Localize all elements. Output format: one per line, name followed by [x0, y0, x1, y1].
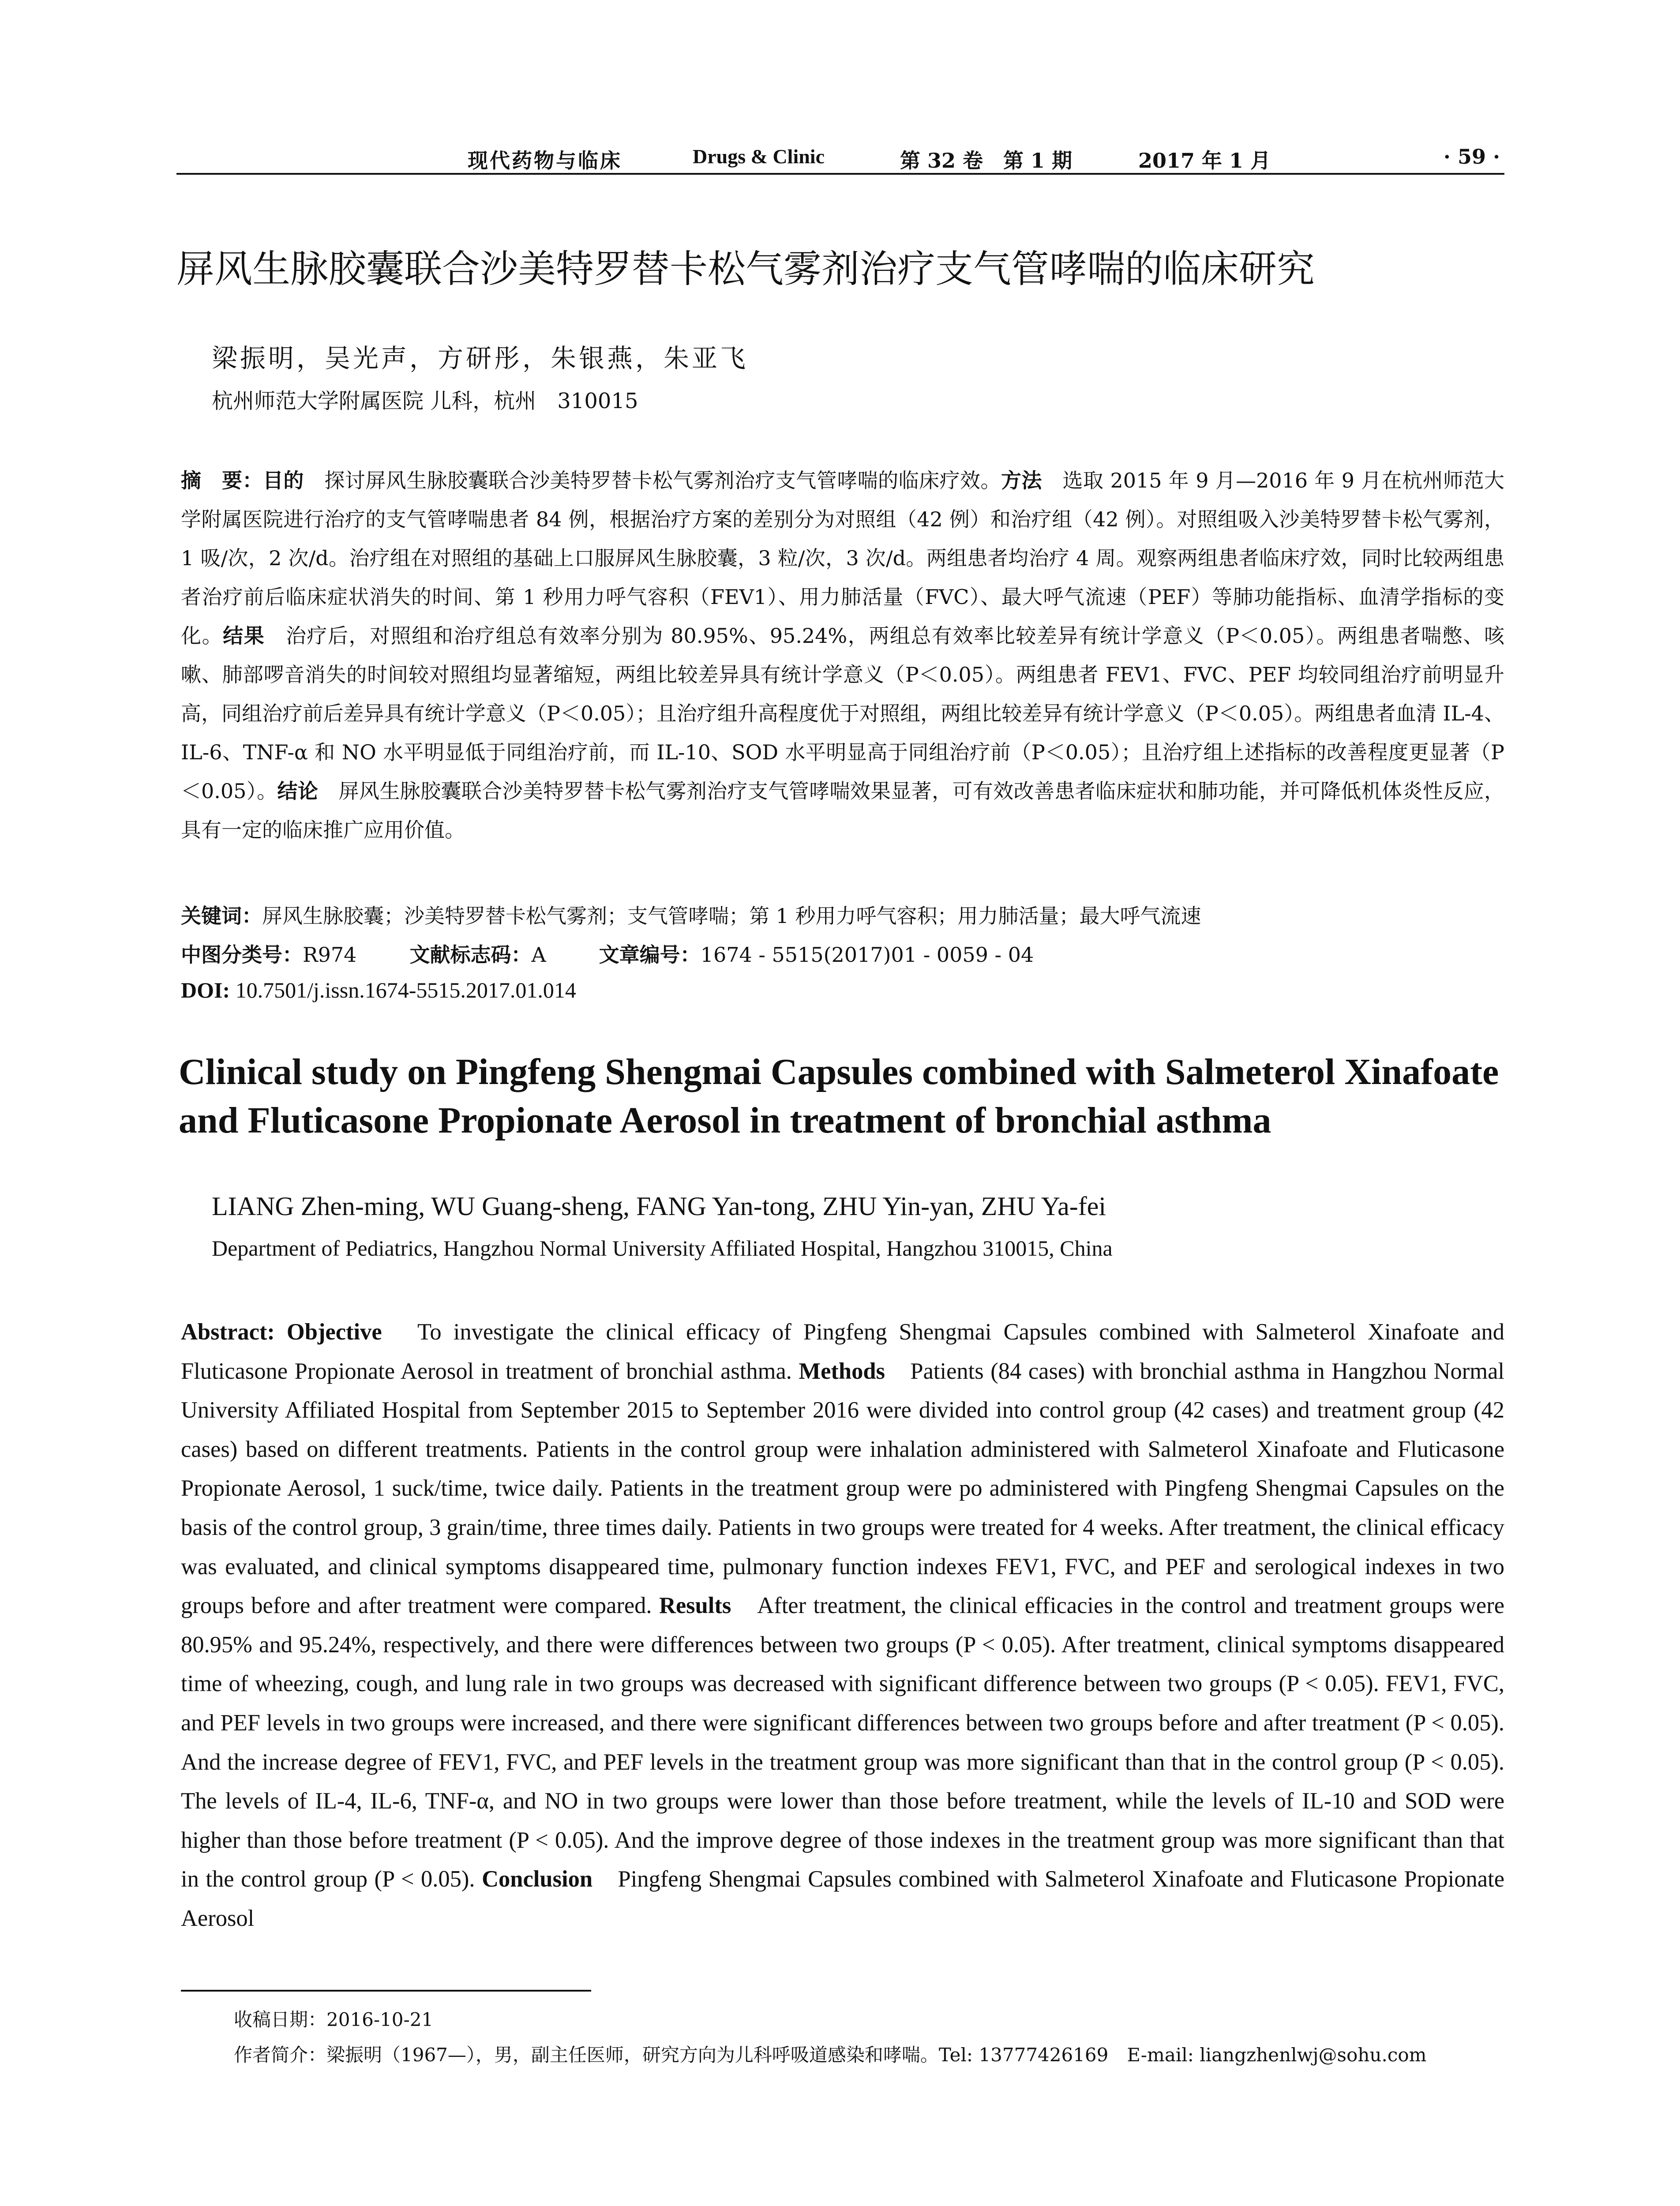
objective-text: 探讨屏风生脉胶囊联合沙美特罗替卡松气雾剂治疗支气管哮喘的临床疗效。	[304, 469, 1001, 492]
journal-name-en: Drugs & Clinic	[693, 145, 825, 168]
journal-name-cn: 现代药物与临床	[468, 149, 622, 173]
doi-line	[181, 971, 1504, 1009]
chinese-authors: 梁振明，吴光声，方研彤，朱银燕，朱亚飞	[212, 343, 749, 373]
footnote-divider	[181, 1990, 591, 1992]
objective-label: 目的	[262, 469, 304, 492]
doi-label: DOI:	[181, 978, 230, 1002]
article-number-value: 1674 - 5515(2017)01 - 0059 - 04	[700, 943, 1034, 967]
chinese-abstract	[181, 461, 1504, 849]
results-text: 治疗后，对照组和治疗组总有效率分别为 80.95%、95.24%，两组总有效率比较差异有统计学意义（P＜0.05）。两组患者喘憋、咳嗽、肺部啰音消失的时间较对照组均显著缩短，两组比较差异具有统计学意义（P＜0.05）。两组患者 FEV1、FVC、PEF 均较同组治疗前明显升高，同组治疗前后差异具有统计学意义（P＜0.05）；且治疗组升高程度优于对照组，两组比较差异有统计学意义（P＜0.05）。两组患者血清 IL-4、IL-6、TNF-α 和 NO 水平明显低于同组治疗前，而 IL-10、SOD 水平明显高于同组治疗前（P＜0.05）；且治疗组上述指标的改善程度更显著（P＜0.05）。	[181, 624, 1505, 803]
en-abstract-label: Abstract: Objective	[181, 1319, 382, 1345]
clc-label: 中图分类号：	[181, 943, 303, 967]
clc-value: R974	[303, 943, 357, 967]
en-results-text: After treatment, the clinical efficacies in the control and treatment groups were 80.95% and 95.24%, respectively, and there were differences between two groups (P < 0.05). After treatment, clinical symptoms disappeared time of wheezing, cough, and lung rale in two groups was decreased with significant difference between two groups (P < 0.05). FEV1, FVC, and PEF levels in two groups were increased, and there were significant differences between two groups before and after treatment (P < 0.05). And the increase degree of FEV1, FVC, and PEF levels in the treatment group was more significant than that in the control group (P < 0.05). The levels of IL-4, IL-6, TNF-α, and NO in two groups were lower than those before treatment, while the levels of IL-10 and SOD were higher than those before treatment (P < 0.05). And the improve degree of those indexes in the treatment group was more significant than that in the control group (P < 0.05).	[181, 1593, 1505, 1892]
doc-code-value: A	[531, 943, 546, 967]
english-authors: LIANG Zhen-ming, WU Guang-sheng, FANG Yan-tong, ZHU Yin-yan, ZHU Ya-fei	[212, 1192, 1106, 1221]
english-title: Clinical study on Pingfeng Shengmai Capsules combined with Salmeterol Xinafoate and Fluticasone Propionate Aerosol in treatment of bronchial asthma	[179, 1051, 1499, 1141]
en-methods-text: Patients (84 cases) with bronchial asthma in Hangzhou Normal University Affiliated Hospital from September 2015 to September 2016 were divided into control group (42 cases) and treatment group (42 cases) based on different treatments. Patients in the control group were inhalation administered with Salmeterol Xinafoate and Fluticasone Propionate Aerosol, 1 suck/time, twice daily. Patients in the treatment group were po administered with Pingfeng Shengmai Capsules on the basis of the control group, 3 grain/time, three times daily. Patients in two groups were treated for 4 weeks. After treatment, the clinical efficacy was evaluated, and clinical symptoms disappeared time, pulmonary function indexes FEV1, FVC, and PEF and serological indexes in two groups before and after treatment were compared.	[181, 1358, 1504, 1619]
classification-line	[181, 935, 1504, 974]
doc-code-label: 文献标志码：	[409, 943, 532, 967]
abstract-label: 摘 要：	[181, 469, 263, 492]
doi-link[interactable]: 10.7501/j.issn.1674-5515.2017.01.014	[230, 978, 576, 1002]
received-date: 收稿日期：2016-10-21	[234, 2009, 434, 2030]
methods-label: 方法	[1001, 469, 1042, 492]
keywords-text: 屏风生脉胶囊；沙美特罗替卡松气雾剂；支气管哮喘；第 1 秒用力呼气容积；用力肺活量；最大呼气流速	[262, 904, 1201, 928]
en-results-label: Results	[659, 1593, 731, 1619]
english-affiliation: Department of Pediatrics, Hangzhou Normal University Affiliated Hospital, Hangzhou 310015, China	[212, 1236, 1113, 1261]
results-label: 结果	[223, 624, 265, 648]
english-abstract	[181, 1313, 1504, 1938]
author-bio: 作者简介：梁振明（1967—），男，副主任医师，研究方向为儿科呼吸道感染和哮喘。Tel: 13777426169 E-mail: liangzhenlwj@sohu.com	[234, 2044, 1427, 2066]
article-number-label: 文章编号：	[599, 943, 701, 967]
chinese-title: 屏风生脉胶囊联合沙美特罗替卡松气雾剂治疗支气管哮喘的临床研究	[176, 247, 1315, 291]
en-conclusion-label: Conclusion	[482, 1866, 593, 1892]
conclusion-label: 结论	[277, 779, 319, 803]
en-conclusion-text: Pingfeng Shengmai Capsules combined with Salmeterol Xinafoate and Fluticasone Propionate Aerosol	[181, 1866, 1504, 1931]
page-number: · 59 ·	[1443, 145, 1500, 169]
issue-date: 2017 年 1 月	[1138, 149, 1271, 173]
chinese-keywords	[181, 898, 1504, 934]
en-objective-text: To investigate the clinical efficacy of Pingfeng Shengmai Capsules combined with Salmeterol Xinafoate and Fluticasone Propionate Aerosol in treatment of bronchial asthma.	[181, 1319, 1505, 1384]
methods-text: 选取 2015 年 9 月—2016 年 9 月在杭州师范大学附属医院进行治疗的支气管哮喘患者 84 例，根据治疗方案的差别分为对照组（42 例）和治疗组（42 例）。对照组吸入沙美特罗替卡松气雾剂，1 吸/次，2 次/d。治疗组在对照组的基础上口服屏风生脉胶囊，3 粒/次，3 次/d。两组患者均治疗 4 周。观察两组患者临床疗效，同时比较两组患者治疗前后临床症状消失的时间、第 1 秒用力呼气容积（FEV1）、用力肺活量（FVC）、最大呼气流速（PEF）等肺功能指标、血清学指标的变化。	[181, 469, 1505, 648]
en-methods-label: Methods	[799, 1358, 885, 1384]
volume-issue: 第 32 卷 第 1 期	[900, 149, 1072, 173]
keywords-label: 关键词：	[181, 904, 262, 928]
chinese-affiliation: 杭州师范大学附属医院 儿科，杭州 310015	[212, 389, 638, 413]
running-header	[176, 140, 1504, 175]
conclusion-text: 屏风生脉胶囊联合沙美特罗替卡松气雾剂治疗支气管哮喘效果显著，可有效改善患者临床症状和肺功能，并可降低机体炎性反应，具有一定的临床推广应用价值。	[181, 779, 1505, 842]
